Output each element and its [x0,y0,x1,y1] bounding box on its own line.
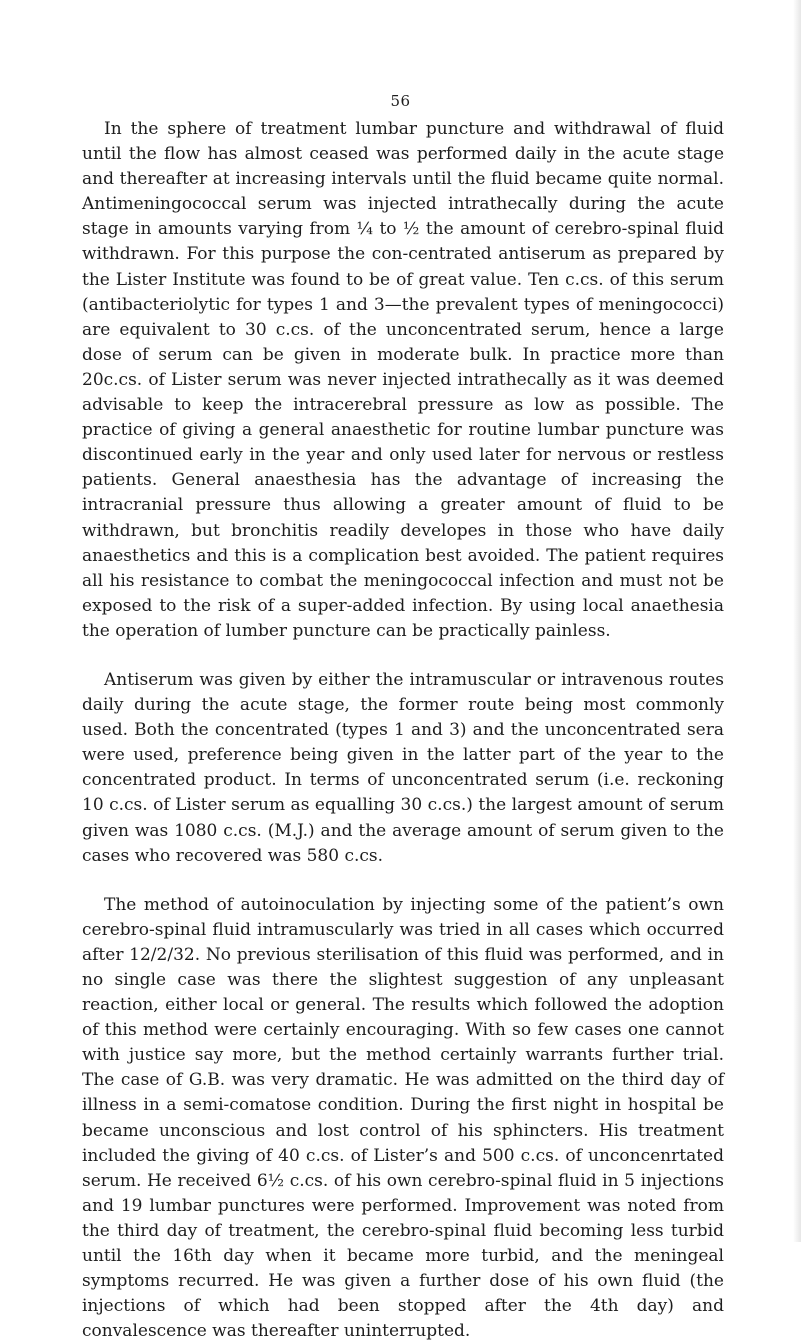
paragraph-antiserum-routes: Antiserum was given by either the intramuscular or intravenous routes daily during the acute stage, the former route being most commonly used. Both the concentrated (types 1 and 3) and the unconcentrated sera were used, preference being given in the latter part of the year to the concentrated product. In terms of unconcentrated serum (i.e. reckoning 10 c.cs. of Lister serum as equalling 30 c.cs.) the largest amount of serum given was 1080 c.cs. (M.J.) and the average amount of serum given to the cases who recovered was 580 c.cs. [82,669,724,866]
paragraph-autoinoculation: The method of autoinoculation by injecting some of the patient’s own cerebro-spinal fluid intramuscularly was tried in all cases which occurred after 12/2/32. No previous sterilisation of this fluid was performed, and in no single case was there the slightest suggestion of any unpleasant reaction, either local or general. The results which followed the adoption of this method were certainly encouraging. With so few cases one cannot with justice say more, but the method certainly warrants further trial. The case of G.B. was very dramatic. He was admitted on the third day of illness in a semi-comatose condition. During the first night in hospital be became unconscious and lost control of his sphincters. His treatment included the giving of 40 c.cs. of Lister’s and 500 c.cs. of unconcenrtated serum. He received 6½ c.cs. of his own cerebro-spinal fluid in 5 injections and 19 lumbar punctures were performed. Improvement was noted from the third day of treatment, the cerebro-spinal fluid becoming less turbid until the 16th day when it became more turbid, and the meningeal symptoms recurred. He was given a further dose of his own fluid (the injections of which had been stopped after the 4th day) and convalescence was thereafter uninterrupted. [82,894,724,1342]
paragraph-treatment-lumbar-puncture: In the sphere of treatment lumbar puncture and withdrawal of fluid until the flow has almost ceased was performed daily in the acute stage and thereafter at increasing intervals until the fluid became quite normal. Antimeningococcal serum was injected intrathecally during the acute stage in amounts varying from ¼ to ½ the amount of cerebro-spinal fluid withdrawn. For this purpose the con-centrated antiserum as prepared by the Lister Institute was found to be of great value. Ten c.cs. of this serum (antibacteriolytic for types 1 and 3—the prevalent types of meningococci) are equivalent to 30 c.cs. of the unconcentrated serum, hence a large dose of serum can be given in moderate bulk. In practice more than 20c.cs. of Lister serum was never injected intrathecally as it was deemed advisable to keep the intracerebral pressure as low as possible. The practice of giving a general anaesthetic for routine lumbar puncture was discontinued early in the year and only used later for nervous or restless patients. General anaesthesia has the advantage of increasing the intracranial pressure thus allowing a greater amount of fluid to be withdrawn, but bronchitis readily developes in those who have daily anaesthetics and this is a complication best avoided. The patient requires all his resistance to combat the meningococcal infection and must not be exposed to the risk of a super-added infection. By using local anaethesia the operation of lumber puncture can be practically painless. [82,119,724,641]
page-edge-shadow [793,0,801,1242]
page-number: 56 [390,92,411,110]
body-text [82,117,724,1344]
